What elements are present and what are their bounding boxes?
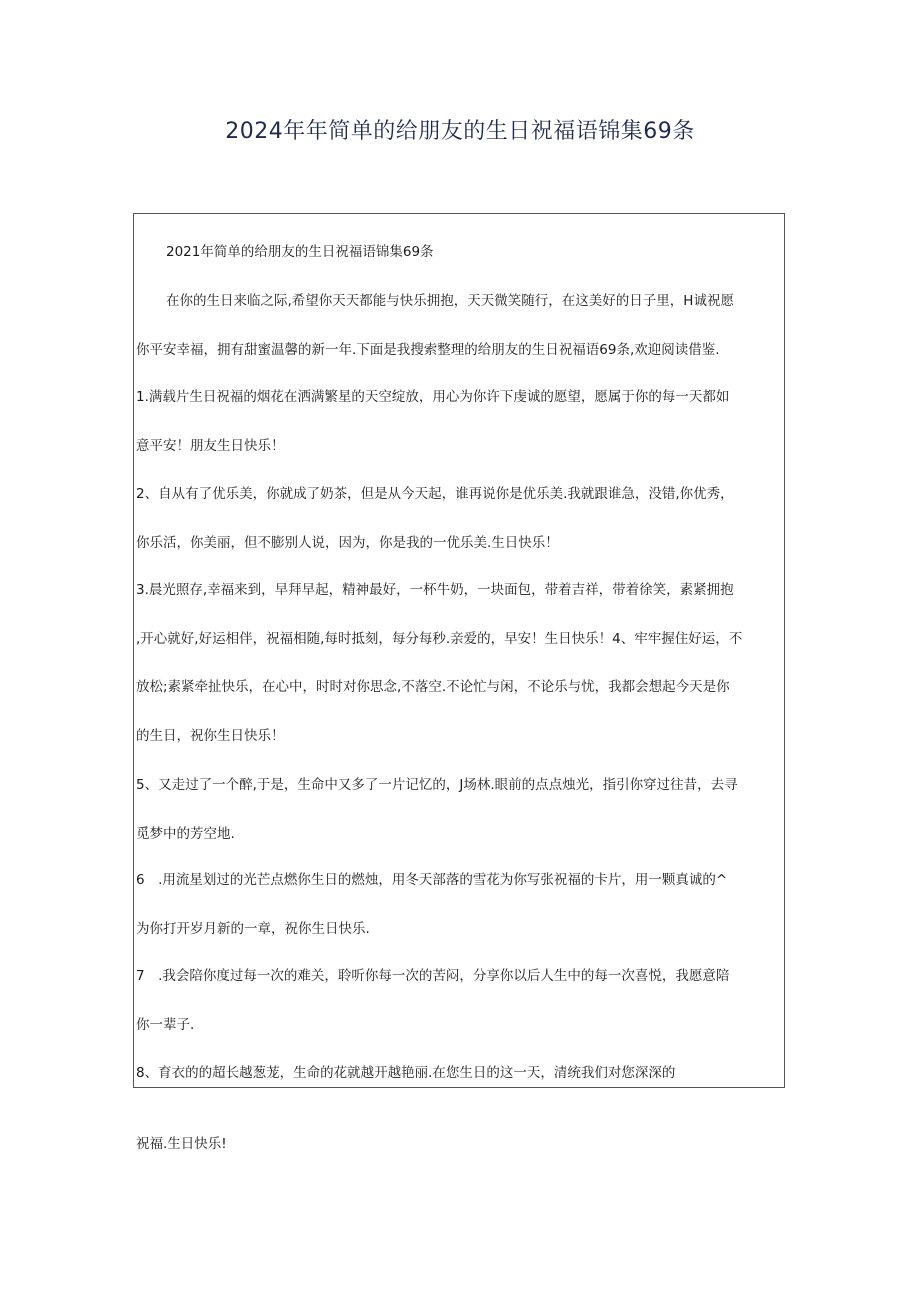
intro-paragraph xyxy=(136,277,784,374)
wish-item-8-line-1: 8、育衣的的超长越葱茏，生命的花就越开越艳丽.在您生日的这一天，清统我们对您深深的 xyxy=(136,1065,676,1081)
intro-line-1: 在你的生日来临之际,希望你天天都能与快乐拥抱，天天微笑随行，在这美好的日子里，H诚祝愿 xyxy=(166,293,734,309)
wish-item-2-line-1: 2、自从有了优乐美，你就成了奶茶，但是从今天起，谁再说你是优乐美.我就跟谁急，没错,你优秀， xyxy=(136,486,734,502)
wish-item-5 xyxy=(136,761,784,858)
wish-item-8-continuation xyxy=(136,1120,784,1169)
wish-item-8 xyxy=(136,1049,784,1098)
wish-item-7 xyxy=(136,952,784,1049)
wish-item-6 xyxy=(136,856,784,953)
wish-item-2 xyxy=(136,470,784,567)
tail-line: 祝福.生日快乐! xyxy=(136,1136,227,1152)
wish-item-2-line-2: 你乐活，你美丽，但不膨别人说，因为，你是我的一优乐美.生日快乐！ xyxy=(136,534,559,551)
wish-item-3-line-2: ,开心就好,好运相伴，祝福相随,每时抵刻，每分每秒.亲爱的，早安！生日快乐！4、牢牢握住好运，不 xyxy=(136,630,743,647)
wish-item-3-line-3: 放松;素紧牵扯快乐，在心中，时时对你思念,不落空.不论忙与闲，不论乐与忧，我都会想起今天是你 xyxy=(136,679,730,695)
wish-item-1-line-1: 1.满载片生日祝福的烟花在洒满繁星的天空绽放，用心为你许下虔诚的愿望，愿属于你的每一天都如 xyxy=(136,389,730,405)
subtitle-line: 2021年简单的给朋友的生日祝福语锦集69条 xyxy=(166,244,434,260)
wish-item-3-line-1: 3.晨光照存,幸福来到，早拜早起，精神最好，一杯牛奶，一块面包，带着吉祥，带着徐笑，素紧拥抱 xyxy=(136,582,734,598)
intro-line-2: 你平安幸福，拥有甜蜜温馨的新一年.下面是我搜索整理的给朋友的生日祝福语69条,欢迎阅读借鉴. xyxy=(136,341,720,358)
wish-item-3 xyxy=(136,566,784,760)
document-title: 2024年年简单的给朋友的生日祝福语锦集69条 xyxy=(225,119,695,144)
wish-item-5-line-2: 觅梦中的芳空地. xyxy=(136,825,235,842)
wish-item-5-line-1: 5、又走过了一个醉,于是，生命中又多了一片记忆的，J场林.眼前的点点烛光，指引你穿过往昔，去寻 xyxy=(136,777,738,793)
wish-item-1-line-2: 意平安！朋友生日快乐！ xyxy=(136,437,285,454)
wish-item-7-line-1: 7 .我会陪你度过每一次的难关，聆听你每一次的苦闷，分享你以后人生中的每一次喜悦，我愿意陪 xyxy=(136,968,730,984)
wish-item-3-line-4: 的生日，祝你生日快乐！ xyxy=(136,727,285,744)
wish-item-6-line-2: 为你打开岁月新的一章，祝你生日快乐. xyxy=(136,920,370,937)
wish-item-7-line-2: 你一辈子. xyxy=(136,1016,195,1033)
wish-item-1 xyxy=(136,373,784,470)
wish-item-6-line-1: 6 .用流星划过的光芒点燃你生日的燃烛，用冬天部落的雪花为你写张祝福的卡片，用一颗真诚的^ xyxy=(136,872,728,888)
document-subtitle xyxy=(136,228,814,277)
